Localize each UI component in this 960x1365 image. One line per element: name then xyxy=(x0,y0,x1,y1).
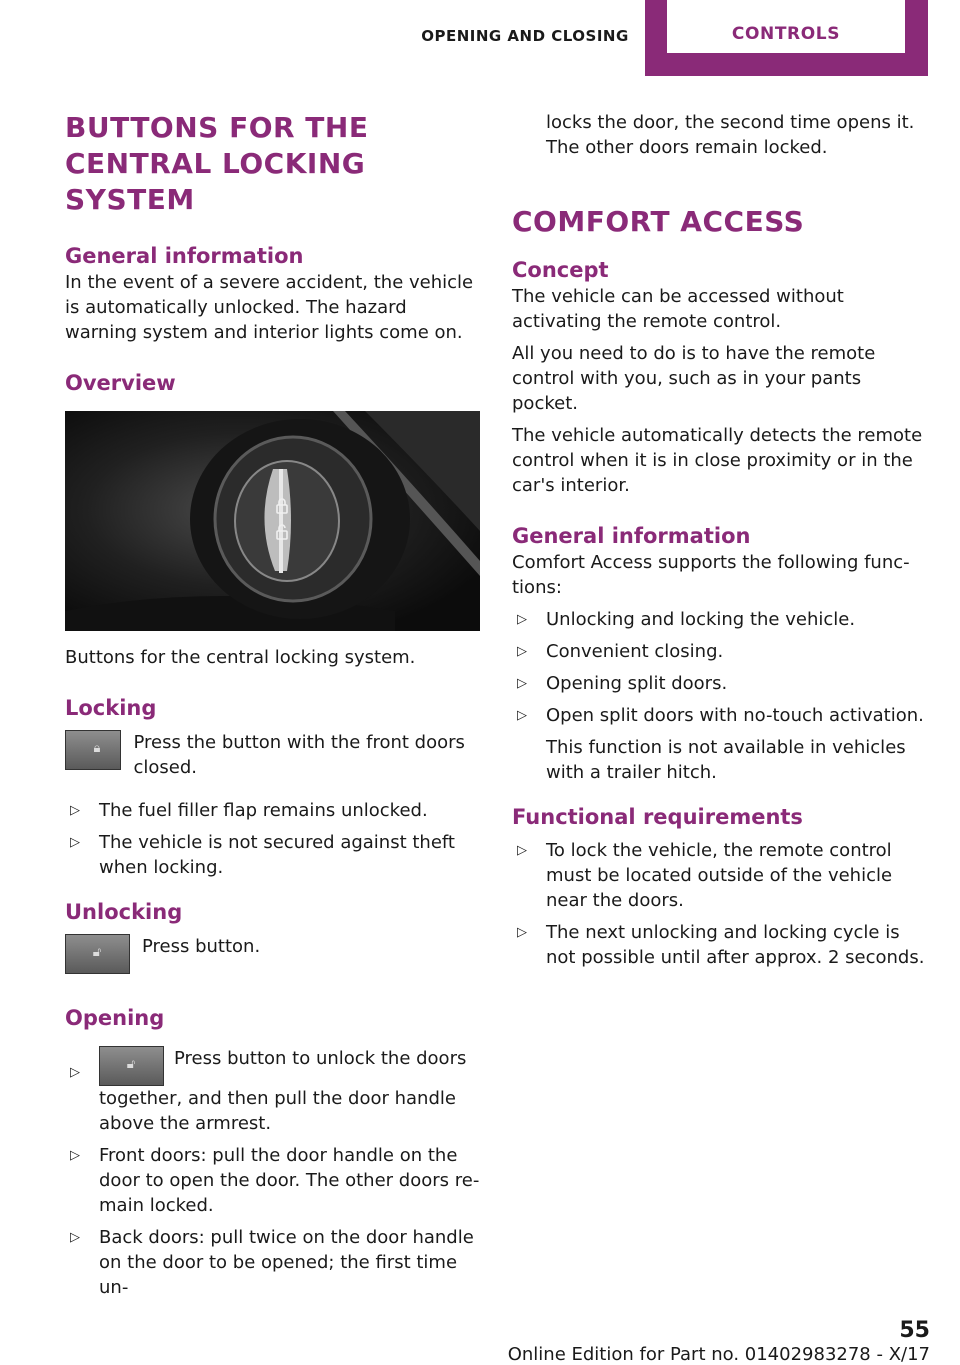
lock-button-image xyxy=(65,730,121,770)
functions-list xyxy=(512,607,932,785)
requirements-list xyxy=(512,838,932,970)
unlocking-instruction xyxy=(65,934,480,974)
locking-text: Press the button with the front doors closed. xyxy=(133,732,465,778)
central-locking-title: BUTTONS FOR THE CENTRAL LOCKING SYSTEM xyxy=(65,111,369,216)
list-item: ▷ 🔓︎ Press button to unlock the doors together, and then pull the door handle above the armrest. xyxy=(70,1048,467,1134)
locking-heading: Locking xyxy=(65,696,157,720)
page-header xyxy=(0,0,960,76)
list-item: ▷ The fuel filler flap remains unlocked. xyxy=(70,800,428,821)
list-item: ▷ Front doors: pull the door handle on the door to open the door. The other doors re-main locked. xyxy=(70,1145,480,1216)
triangle-bullet-icon: ▷ xyxy=(70,803,80,818)
opening-bullets xyxy=(65,1046,480,1300)
functions-note: This function is not available in vehicles with a trailer hitch. xyxy=(546,737,906,783)
triangle-bullet-icon: ▷ xyxy=(70,1148,80,1163)
list-item: ▷ Back doors: pull twice on the door handle on the door to be opened; the first time un- xyxy=(70,1227,474,1298)
triangle-bullet-icon: ▷ xyxy=(517,612,527,627)
page-footer xyxy=(0,1320,930,1365)
triangle-bullet-icon: ▷ xyxy=(517,676,527,691)
list-item: ▷ Opening split doors. xyxy=(517,673,728,694)
general-info-heading-right: General information xyxy=(512,524,751,548)
concept-heading: Concept xyxy=(512,258,609,282)
list-item: ▷ To lock the vehicle, the remote control must be located outside of the vehicle near the doors. xyxy=(517,840,893,911)
concept-paragraph-2: All you need to do is to have the remote control with you, such as in your pants pocket. xyxy=(512,343,876,414)
unlocking-heading: Unlocking xyxy=(65,900,183,924)
edition-note: Online Edition for Part no. 01402983278 - X/17 xyxy=(507,1344,930,1365)
list-item: ▷ Convenient closing. xyxy=(517,641,724,662)
overview-heading: Overview xyxy=(65,371,176,395)
triangle-bullet-icon: ▷ xyxy=(517,708,527,723)
continued-text: locks the door, the second time opens it. The other doors remain locked. xyxy=(546,112,915,158)
general-info-text-right: Comfort Access supports the following func-tions: xyxy=(512,552,910,598)
door-button-illustration xyxy=(65,411,480,631)
list-item: ▷ The next unlocking and locking cycle is not possible until after approx. 2 seconds. xyxy=(517,922,925,968)
opening-heading: Opening xyxy=(65,1006,165,1030)
general-info-text: In the event of a severe accident, the vehicle is automatically unlocked. The hazard warning system and interior lights come on. xyxy=(65,272,474,343)
locking-bullets xyxy=(65,798,480,880)
right-column xyxy=(512,110,932,977)
left-column xyxy=(65,110,480,1307)
chapter-tab xyxy=(645,0,928,76)
triangle-bullet-icon: ▷ xyxy=(70,1065,80,1080)
unlocking-text: Press button. xyxy=(142,936,261,957)
unlock-button-image xyxy=(99,1046,164,1086)
triangle-bullet-icon: ▷ xyxy=(517,843,527,858)
list-item: ▷ Unlocking and locking the vehicle. xyxy=(517,609,856,630)
general-info-heading: General information xyxy=(65,244,304,268)
comfort-access-title: COMFORT ACCESS xyxy=(512,205,805,238)
requirements-heading: Functional requirements xyxy=(512,805,803,829)
triangle-bullet-icon: ▷ xyxy=(70,835,80,850)
lock-icon: 🔒︎ xyxy=(93,741,101,756)
list-item: ▷ Open split doors with no-touch activation. This function is not available in vehicles with a trailer hitch. xyxy=(512,703,932,785)
unlock-icon: 🔓︎ xyxy=(92,945,102,960)
triangle-bullet-icon: ▷ xyxy=(517,644,527,659)
chapter-tab-label: CONTROLS xyxy=(731,24,841,44)
unlock-icon: 🔓︎ xyxy=(126,1057,136,1072)
unlock-button-image xyxy=(65,934,130,974)
photo-caption: Buttons for the central locking system. xyxy=(65,647,416,668)
triangle-bullet-icon: ▷ xyxy=(517,925,527,940)
list-item: ▷ The vehicle is not secured against theft when locking. xyxy=(70,832,455,878)
central-locking-photo xyxy=(65,411,480,631)
concept-paragraph-1: The vehicle can be accessed without activating the remote control. xyxy=(512,286,844,332)
page-number: 55 xyxy=(899,1318,930,1343)
locking-instruction xyxy=(65,730,480,780)
triangle-bullet-icon: ▷ xyxy=(70,1230,80,1245)
section-title: OPENING AND CLOSING xyxy=(421,27,629,45)
concept-paragraph-3: The vehicle automatically detects the remote control when it is in close proximity or in the car's interior. xyxy=(512,425,923,496)
